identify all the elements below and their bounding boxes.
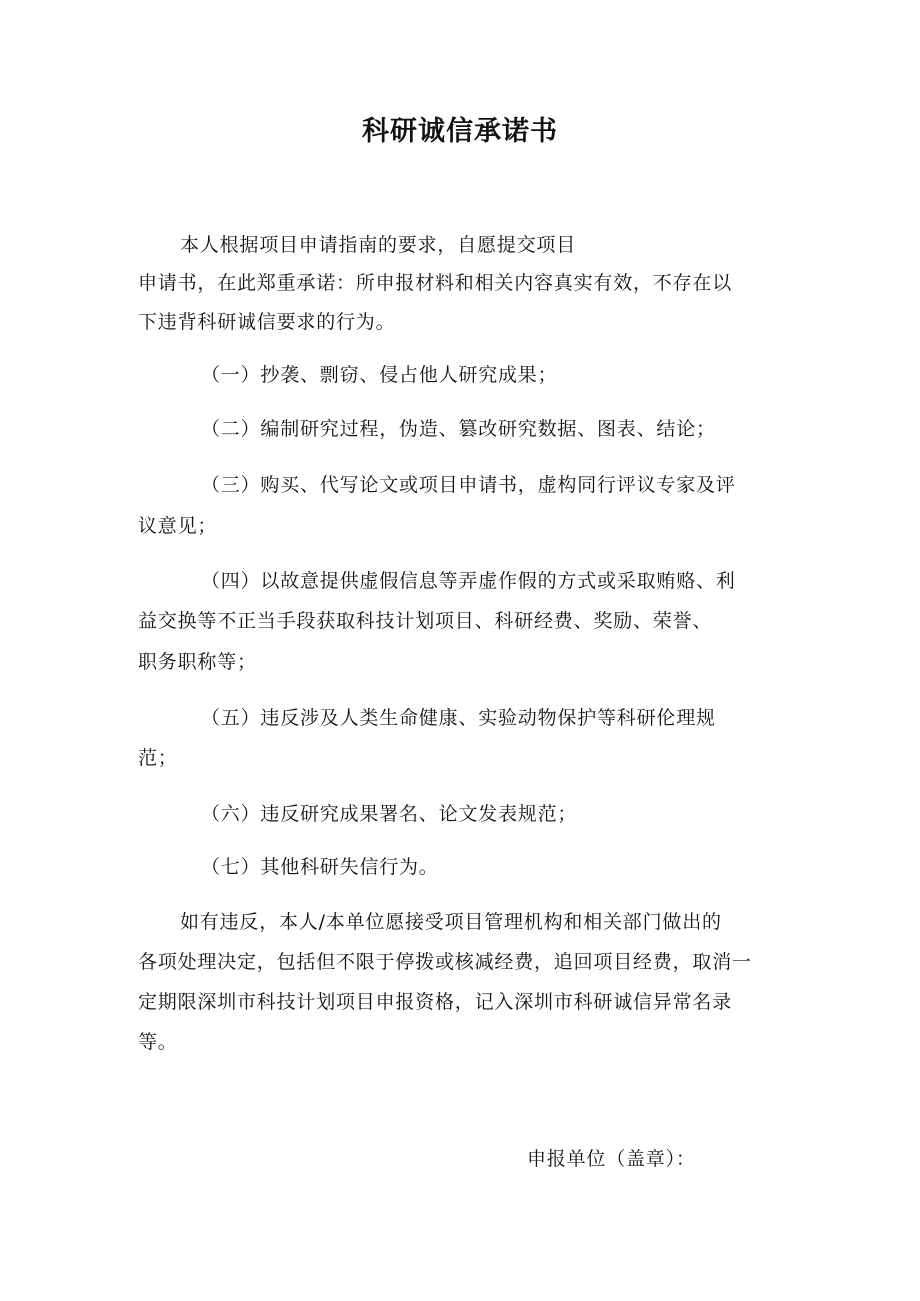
item-5-line-1: （五）违反涉及人类生命健康、实验动物保护等科研伦理规	[201, 707, 716, 729]
closing-line-3: 定期限深圳市科技计划项目申报资格，记入深圳市科研诚信异常名录	[138, 991, 733, 1013]
item-2: （二）编制研究过程，伪造、篡改研究数据、图表、结论；	[201, 418, 716, 440]
item-4-line-1: （四）以故意提供虚假信息等弄虚作假的方式或采取贿赂、利	[201, 570, 736, 592]
item-5-line-2: 范；	[138, 747, 178, 769]
intro-line-3: 下违背科研诚信要求的行为。	[138, 311, 396, 333]
item-3-line-1: （三）购买、代写论文或项目申请书，虚构同行评议专家及评	[201, 474, 736, 496]
item-3-line-2: 议意见；	[138, 515, 218, 537]
item-4-line-3: 职务职称等；	[138, 651, 257, 673]
item-1: （一）抄袭、剽窃、侵占他人研究成果；	[201, 364, 558, 386]
intro-line-2: 申请书，在此郑重承诺：所申报材料和相关内容真实有效，不存在以	[138, 272, 733, 294]
item-6: （六）违反研究成果署名、论文发表规范；	[201, 803, 578, 825]
closing-line-4: 等。	[138, 1031, 178, 1053]
intro-line-1: 本人根据项目申请指南的要求，自愿提交项目	[180, 234, 577, 256]
page-title: 科研诚信承诺书	[362, 116, 558, 147]
item-7: （七）其他科研失信行为。	[201, 856, 439, 878]
closing-line-2: 各项处理决定，包括但不限于停拨或核减经费，追回项目经费，取消一	[138, 951, 752, 973]
closing-line-1: 如有违反，本人/本单位愿接受项目管理机构和相关部门做出的	[180, 911, 722, 933]
signature-label: 申报单位（盖章）：	[527, 1148, 696, 1170]
item-4-line-2: 益交换等不正当手段获取科技计划项目、科研经费、奖励、荣誉、	[138, 610, 713, 632]
